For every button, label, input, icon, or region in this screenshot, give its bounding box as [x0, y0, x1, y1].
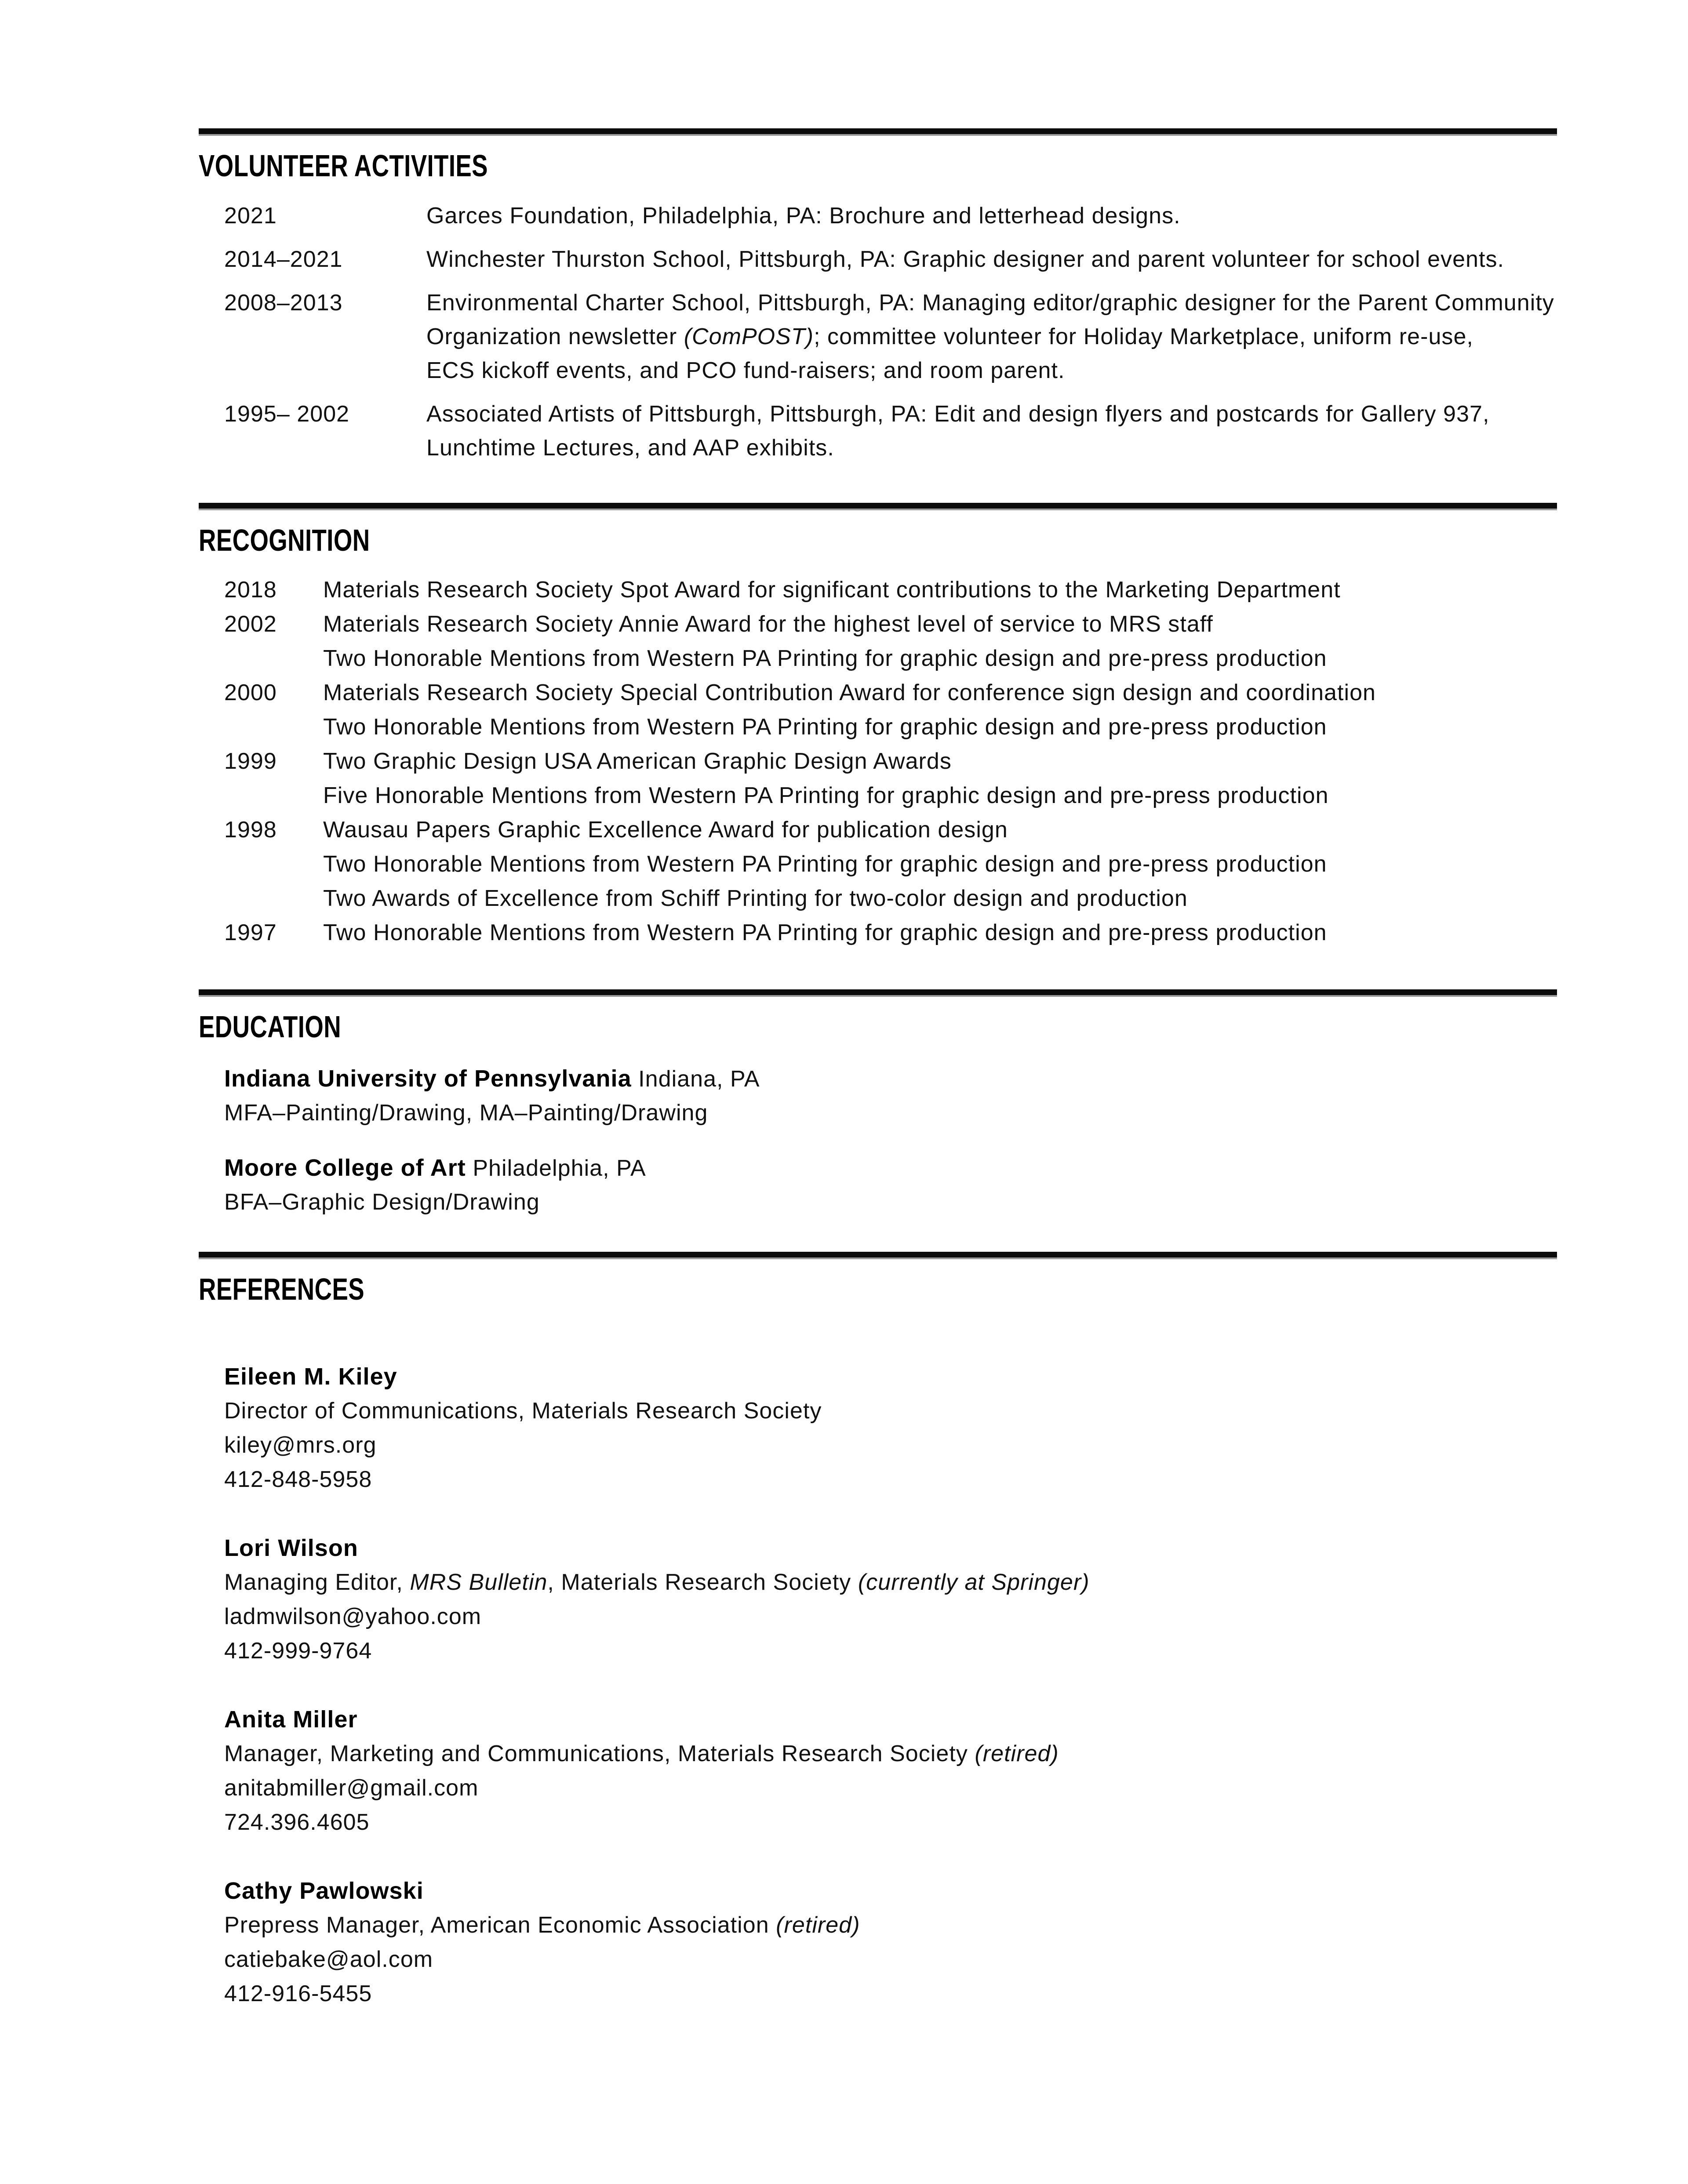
reference-name: Eileen M. Kiley [224, 1363, 397, 1390]
recognition-row [199, 744, 1557, 778]
reference-entry [224, 1359, 1557, 1497]
education-location: Philadelphia, PA [473, 1156, 646, 1181]
reference-email: kiley@mrs.org [224, 1432, 377, 1458]
recognition-year [199, 710, 323, 744]
recognition-list [199, 573, 1557, 950]
education-school-name: Moore College of Art [224, 1155, 466, 1181]
section-title-recognition: RECOGNITION [199, 523, 370, 557]
entry-description-line [426, 320, 1557, 354]
section-title-references: REFERENCES [199, 1272, 365, 1306]
recognition-year [199, 641, 323, 676]
section-title-volunteer-activities: VOLUNTEER ACTIVITIES [199, 149, 488, 183]
reference-phone: 724.396.4605 [224, 1810, 370, 1835]
italic-text: (retired) [975, 1741, 1059, 1766]
recognition-text: Two Honorable Mentions from Western PA Printing for graphic design and pre-press production [323, 920, 1327, 945]
recognition-row [199, 778, 1557, 813]
reference-email: ladmwilson@yahoo.com [224, 1604, 482, 1629]
recognition-year: 1998 [224, 817, 277, 843]
text-segment: Garces Foundation, Philadelphia, PA: Brochure and letterhead designs. [426, 203, 1181, 229]
recognition-year: 1999 [224, 749, 277, 774]
reference-phone: 412-916-5455 [224, 1981, 372, 2006]
entry-description-line [426, 397, 1557, 431]
text-segment: Managing Editor, [224, 1570, 410, 1595]
horizontal-rule [199, 1252, 1557, 1259]
recognition-row [199, 813, 1557, 847]
recognition-year: 1997 [224, 920, 277, 945]
text-segment: Organization newsletter [426, 324, 684, 349]
italic-text: MRS Bulletin [410, 1570, 548, 1595]
recognition-year [199, 847, 323, 881]
text-segment: Lunchtime Lectures, and AAP exhibits. [426, 435, 834, 461]
horizontal-rule [199, 989, 1557, 997]
recognition-row [199, 710, 1557, 744]
recognition-text: Materials Research Society Special Contribution Award for conference sign design and coordination [323, 680, 1376, 705]
text-segment: , Materials Research Society [547, 1570, 858, 1595]
reference-phone: 412-999-9764 [224, 1638, 372, 1664]
recognition-text: Two Awards of Excellence from Schiff Printing for two-color design and production [323, 886, 1188, 911]
reference-entry [224, 1531, 1557, 1668]
recognition-year: 2000 [224, 680, 277, 705]
recognition-text: Materials Research Society Annie Award for the highest level of service to MRS staff [323, 611, 1213, 637]
recognition-year: 2018 [224, 577, 277, 603]
recognition-row [199, 847, 1557, 881]
education-location: Indiana, PA [638, 1066, 760, 1092]
recognition-year [199, 778, 323, 813]
recognition-text: Two Graphic Design USA American Graphic Design Awards [323, 749, 952, 774]
volunteer-entry [199, 243, 1557, 276]
recognition-text: Two Honorable Mentions from Western PA Printing for graphic design and pre-press production [323, 851, 1327, 877]
reference-name: Lori Wilson [224, 1535, 358, 1561]
entry-description [426, 286, 1557, 388]
italic-text: (ComPOST) [684, 324, 814, 349]
entry-description-line [426, 354, 1557, 388]
recognition-text: Materials Research Society Spot Award for significant contributions to the Marketing Department [323, 577, 1341, 603]
education-entry [224, 1062, 1557, 1130]
text-segment: ; committee volunteer for Holiday Marketplace, uniform re-use, [814, 324, 1473, 349]
reference-email: anitabmiller@gmail.com [224, 1775, 479, 1801]
entry-years: 2021 [224, 203, 277, 229]
recognition-row [199, 676, 1557, 710]
entry-description [426, 243, 1557, 276]
entry-years: 2008–2013 [224, 290, 343, 316]
reference-role [224, 1737, 1557, 1771]
reference-role [224, 1565, 1557, 1599]
entry-years: 1995– 2002 [224, 401, 350, 427]
text-segment: Environmental Charter School, Pittsburgh, PA: Managing editor/graphic designer for the Parent Community [426, 290, 1554, 316]
recognition-text: Wausau Papers Graphic Excellence Award for publication design [323, 817, 1008, 843]
horizontal-rule [199, 503, 1557, 510]
section-references [199, 1252, 1557, 2011]
recognition-text: Two Honorable Mentions from Western PA Printing for graphic design and pre-press production [323, 646, 1327, 671]
section-volunteer-activities [199, 128, 1557, 465]
reference-email: catiebake@aol.com [224, 1947, 433, 1972]
entry-description [426, 397, 1557, 465]
reference-entry [224, 1874, 1557, 2011]
recognition-row [199, 916, 1557, 950]
section-title-education: EDUCATION [199, 1010, 342, 1044]
entry-description [426, 199, 1557, 233]
text-segment: ECS kickoff events, and PCO fund-raisers; and room parent. [426, 358, 1065, 383]
recognition-row [199, 641, 1557, 676]
education-school-line [224, 1151, 1557, 1185]
volunteer-list [199, 199, 1557, 465]
reference-name: Cathy Pawlowski [224, 1878, 424, 1904]
reference-phone: 412-848-5958 [224, 1467, 372, 1492]
recognition-text: Five Honorable Mentions from Western PA Printing for graphic design and pre-press production [323, 783, 1329, 808]
reference-role [224, 1394, 1557, 1428]
education-list [199, 1062, 1557, 1219]
entry-description-line [426, 286, 1557, 320]
education-degrees: MFA–Painting/Drawing, MA–Painting/Drawing [224, 1100, 708, 1126]
education-degrees: BFA–Graphic Design/Drawing [224, 1189, 540, 1215]
education-school-name: Indiana University of Pennsylvania [224, 1065, 632, 1092]
entry-description-line [426, 431, 1557, 465]
recognition-year [199, 881, 323, 916]
italic-text: (retired) [776, 1912, 860, 1938]
reference-name: Anita Miller [224, 1706, 358, 1733]
entry-years: 2014–2021 [224, 247, 343, 272]
section-education [199, 989, 1557, 1219]
education-school-line [224, 1062, 1557, 1096]
text-segment: Manager, Marketing and Communications, Materials Research Society [224, 1741, 975, 1766]
italic-text: (currently at Springer) [858, 1570, 1090, 1595]
recognition-row [199, 881, 1557, 916]
reference-entry [224, 1702, 1557, 1839]
section-recognition [199, 503, 1557, 950]
recognition-year: 2002 [224, 611, 277, 637]
horizontal-rule [199, 128, 1557, 136]
entry-description-line [426, 243, 1557, 276]
volunteer-entry [199, 397, 1557, 465]
education-entry [224, 1151, 1557, 1219]
volunteer-entry [199, 286, 1557, 388]
references-list [199, 1359, 1557, 2011]
volunteer-entry [199, 199, 1557, 233]
recognition-row [199, 573, 1557, 607]
entry-description-line [426, 199, 1557, 233]
recognition-text: Two Honorable Mentions from Western PA Printing for graphic design and pre-press production [323, 714, 1327, 740]
reference-role [224, 1908, 1557, 1942]
text-segment: Winchester Thurston School, Pittsburgh, PA: Graphic designer and parent volunteer for school events. [426, 247, 1504, 272]
text-segment: Prepress Manager, American Economic Association [224, 1912, 776, 1938]
recognition-row [199, 607, 1557, 641]
text-segment: Director of Communications, Materials Research Society [224, 1398, 822, 1424]
text-segment: Associated Artists of Pittsburgh, Pittsburgh, PA: Edit and design flyers and postcards for Gallery 937, [426, 401, 1490, 427]
